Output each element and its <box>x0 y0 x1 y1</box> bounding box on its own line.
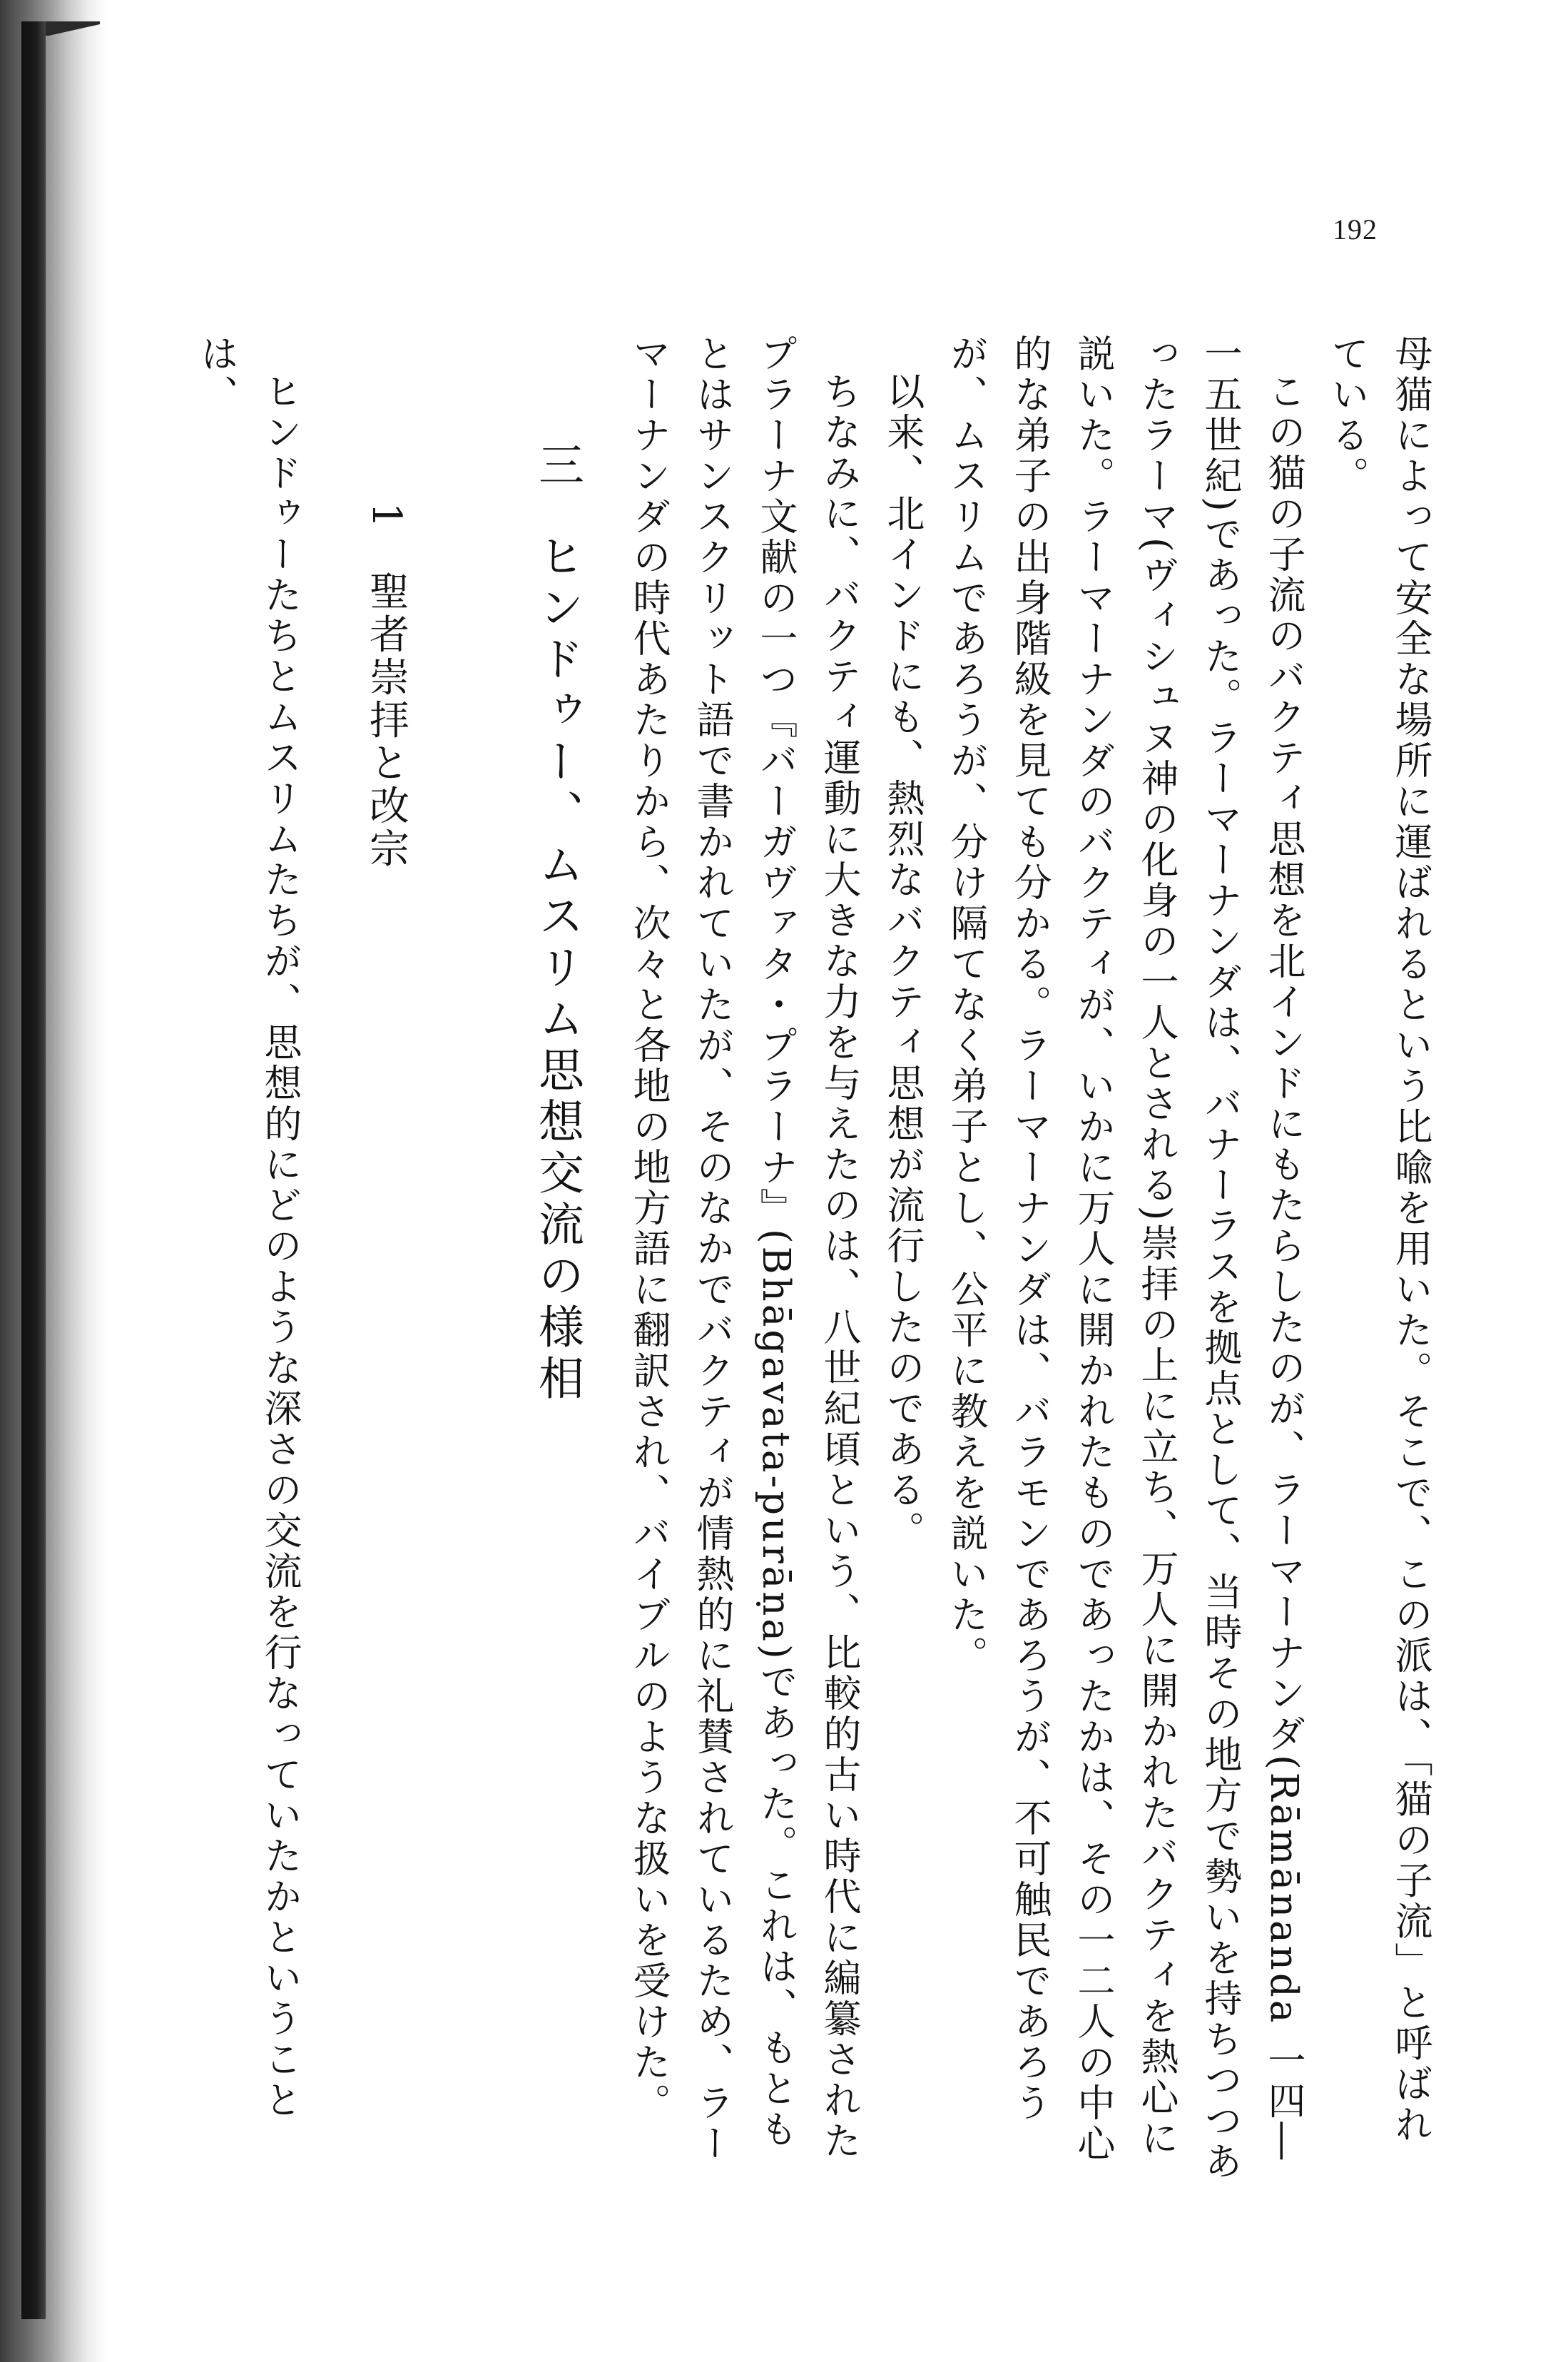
paragraph-5: ヒンドゥーたちとムスリムたちが、思想的にどのような深さの交流を行なっていたかということは、 <box>195 334 302 2121</box>
chapter-title: ヒンドゥー、ムスリム思想交流の様相 <box>531 532 584 1406</box>
vertical-body-text <box>185 334 1442 2182</box>
paragraph-4: ちなみに、バクティ運動に大きな力を与えたのは、八世紀頃という、比較的古い時代に編纂されたプラーナ文献の一つ『バーガヴァタ・プラーナ』(Bhāgavata-purāṇa)であった。これは、もともとはサンスクリット語で書かれていたが、そのなかでバクティが情熱的に礼賛されているため、ラーマーナンダの時代あたりから、次々と各地の地方語に翻訳され、バイブルのような扱いを受けた。 <box>627 334 861 2164</box>
page-number: 192 <box>1333 213 1378 245</box>
binding-edge-line <box>21 21 46 2319</box>
section-number: 1 <box>363 502 409 531</box>
paragraph-3: 以来、北インドにも、熱烈なバクティ思想が流行したのである。 <box>881 372 925 1551</box>
binding-shadow <box>0 0 107 2362</box>
section-heading <box>312 334 418 2182</box>
section-title: 聖者崇拝と改宗 <box>363 570 409 871</box>
paragraph-2: この猫の子流のバクティ思想を北インドにもたらしたのが、ラーマーナンダ(Rāmānanda 一四―一五世紀)であった。ラーマーナンダは、バナーラスを拠点として、当時その地方で勢いを持ちつつあったラーマ(ヴィシュヌ神の化身の一人とされる)崇拝の上に立ち、万人に開かれたバクティを熱心に説いた。ラーマーナンダのバクティが、いかに万人に開かれたものであったかは、その一二人の中心的な弟子の出身階級を見ても分かる。ラーマーナンダは、バラモンであろうが、不可触民であろうが、ムスリムであろうが、分け隔てなく弟子とし、公平に教えを説いた。 <box>945 334 1305 2182</box>
chapter-number: 三 <box>531 441 584 492</box>
paragraph-1: 母猫によって安全な場所に運ばれるという比喩を用いた。そこで、この派は、「猫の子流」と呼ばれている。 <box>1325 334 1432 2146</box>
chapter-heading <box>418 334 617 2182</box>
